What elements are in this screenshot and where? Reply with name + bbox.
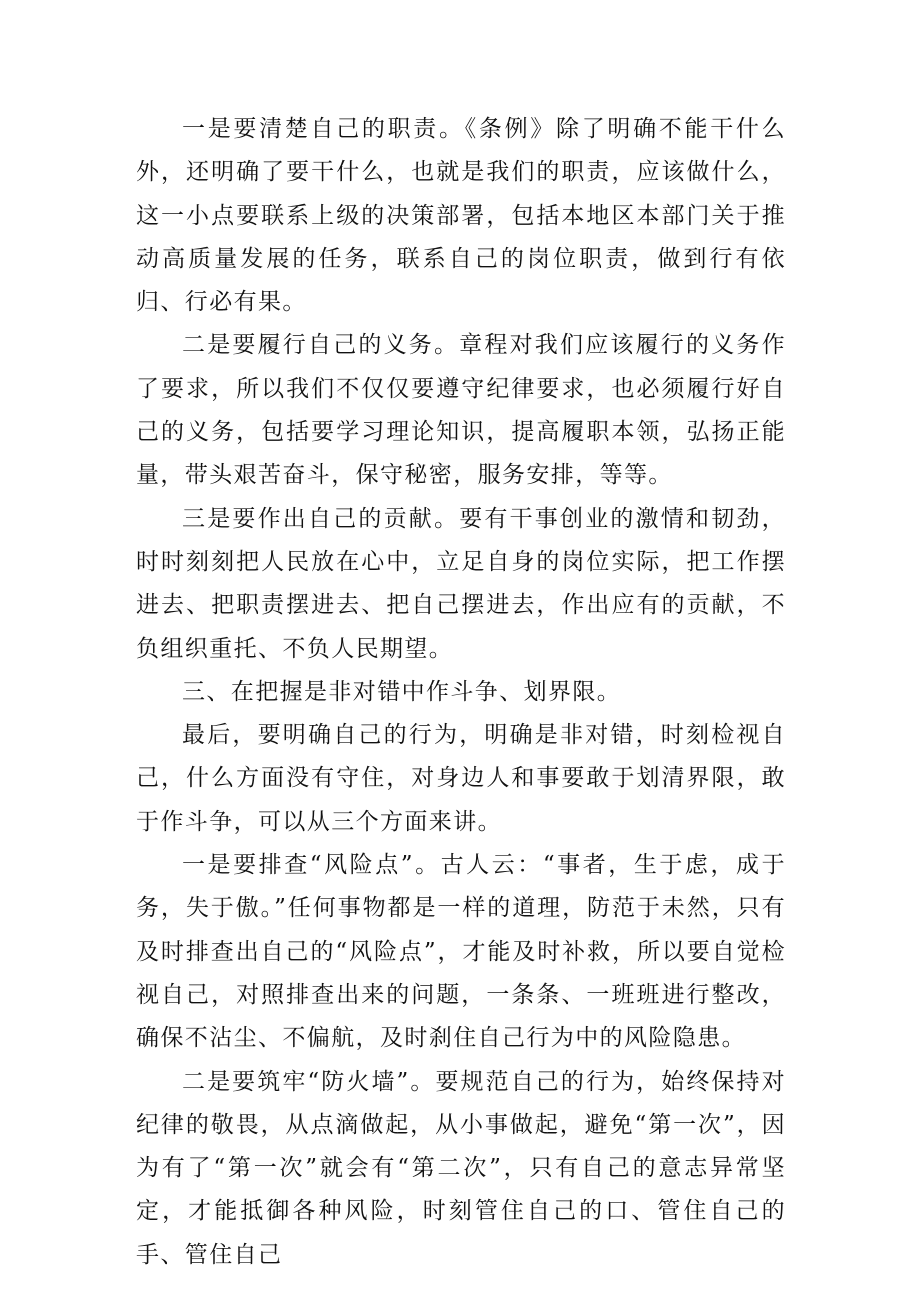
paragraph-duty: 一是要清楚自己的职责。《条例》除了明确不能干什么外，还明确了要干什么，也就是我们的职责，应该做什么，这一小点要联系上级的决策部署，包括本地区本部门关于推动高质量发展的任务，联系自己的岗位职责，做到行有依归、行必有果。 (136, 116, 786, 316)
paragraph-contribution: 三是要作出自己的贡献。要有干事创业的激情和韧劲，时时刻刻把人民放在心中，立足自身的岗位实际，把工作摆进去、把职责摆进去、把自己摆进去，作出应有的贡献，不负组织重托、不负人民期望。 (136, 505, 786, 662)
paragraph-behavior: 最后，要明确自己的行为，明确是非对错，时刻检视自己，什么方面没有守住，对身边人和事要敢于划清界限，敢于作斗争，可以从三个方面来讲。 (136, 722, 786, 835)
paragraph-risk-points: 一是要排查“风险点”。古人云：“事者，生于虑，成于务，失于傲。”任何事物都是一样的道理，防范于未然，只有及时排查出自己的“风险点”，才能及时补救，所以要自觉检视自己，对照排查出来的问题，一条条、一班班进行整改，确保不沾尘、不偏航，及时刹住自己行为中的风险隐患。 (136, 852, 786, 1052)
document-body (136, 108, 786, 1277)
paragraph-obligation: 二是要履行自己的义务。章程对我们应该履行的义务作了要求，所以我们不仅仅要遵守纪律要求，也必须履行好自己的义务，包括要学习理论知识，提高履职本领，弘扬正能量，带头艰苦奋斗，保守秘密，服务安排，等等。 (136, 332, 786, 489)
section-heading-three: 三、在把握是非对错中作斗争、划界限。 (182, 678, 622, 705)
paragraph-firewall: 二是要筑牢“防火墙”。要规范自己的行为，始终保持对纪律的敬畏，从点滴做起，从小事做起，避免“第一次”，因为有了“第一次”就会有“第二次”，只有自己的意志异常坚定，才能抵御各种风险，时刻管住自己的口、管住自己的手、管住自己 (136, 1068, 786, 1268)
